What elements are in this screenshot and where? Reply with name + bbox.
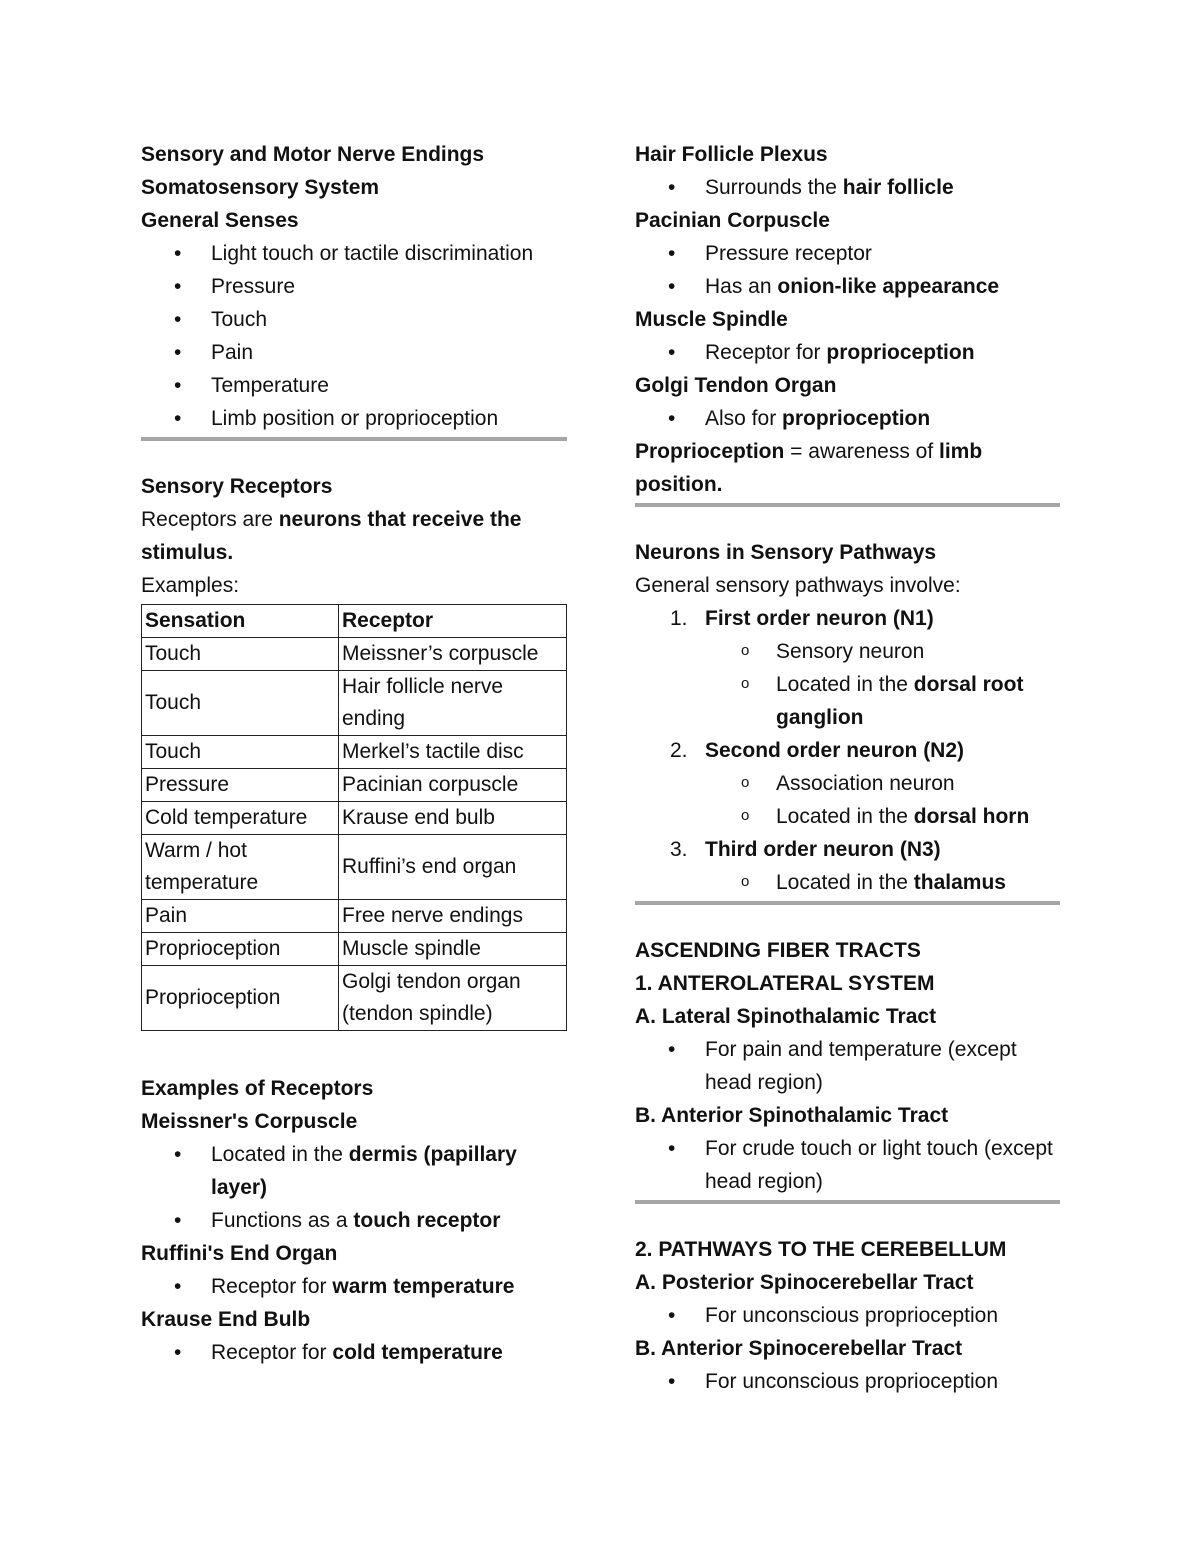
table-row <box>142 769 567 802</box>
examples-heading: Examples of Receptors <box>141 1077 374 1100</box>
receptor-cell: Pacinian corpuscle <box>339 769 567 802</box>
sensation-cell: Pain <box>142 900 339 933</box>
item-text: Also for <box>705 407 783 430</box>
sensation-cell: Cold temperature <box>142 802 339 835</box>
item-emphasis: thalamus <box>913 871 1006 894</box>
general-senses-heading: General Senses <box>141 209 299 232</box>
intro-emphasis: neurons that receive the stimulus. <box>141 508 522 564</box>
table-row <box>142 933 567 966</box>
sensation-cell: Warm / hot temperature <box>142 835 339 900</box>
receptor-cell: Krause end bulb <box>339 802 567 835</box>
list-item <box>635 402 1060 435</box>
sub-item <box>635 866 1060 899</box>
item-emphasis: cold temperature <box>332 1341 503 1364</box>
item-emphasis: onion-like appearance <box>777 275 1000 298</box>
item-text: Located in the <box>776 805 914 828</box>
receptor-cell: Free nerve endings <box>339 900 567 933</box>
ascending-heading: ASCENDING FIBER TRACTS <box>635 939 921 962</box>
receptor-cell: Hair follicle nerve ending <box>339 671 567 736</box>
sensation-cell: Touch <box>142 736 339 769</box>
section-divider <box>141 437 567 441</box>
intro-text: Receptors are <box>141 508 279 531</box>
item-text: Located in the <box>776 871 914 894</box>
krause-heading: Krause End Bulb <box>141 1308 311 1331</box>
left-column <box>141 138 567 1369</box>
pacinian-heading: Pacinian Corpuscle <box>635 209 830 232</box>
anterior-spinothalamic-heading: B. Anterior Spinothalamic Tract <box>635 1104 949 1127</box>
cerebellum-heading: 2. PATHWAYS TO THE CEREBELLUM <box>635 1238 1007 1261</box>
list-item <box>141 1204 567 1237</box>
posterior-spinocerebellar-heading: A. Posterior Spinocerebellar Tract <box>635 1271 974 1294</box>
receptor-cell: Meissner’s corpuscle <box>339 638 567 671</box>
sensation-cell: Pressure <box>142 769 339 802</box>
item-emphasis: proprioception <box>826 341 975 364</box>
list-item: • For unconscious proprioception <box>635 1299 1060 1332</box>
item-text: Located in the <box>211 1143 349 1166</box>
examples-label: Examples: <box>141 574 240 597</box>
definition-term: Proprioception <box>635 440 785 463</box>
table-row <box>142 900 567 933</box>
item-emphasis: proprioception <box>782 407 931 430</box>
receptor-cell: Muscle spindle <box>339 933 567 966</box>
table-row <box>142 638 567 671</box>
definition-text: = awareness of <box>784 440 940 463</box>
sensation-cell: Proprioception <box>142 966 339 1031</box>
receptor-cell: Golgi tendon organ (tendon spindle) <box>339 966 567 1031</box>
list-item <box>141 1138 567 1204</box>
right-column <box>635 138 1060 1398</box>
item-text: Receptor for <box>705 341 827 364</box>
proprioception-definition <box>635 435 1060 501</box>
item-number: 1. <box>670 607 688 630</box>
list-item: • Touch <box>141 303 567 336</box>
section-divider <box>635 1200 1060 1204</box>
neurons-intro: General sensory pathways involve: <box>635 574 961 597</box>
table-row <box>142 736 567 769</box>
lateral-spinothalamic-heading: A. Lateral Spinothalamic Tract <box>635 1005 937 1028</box>
ruffini-heading: Ruffini's End Organ <box>141 1242 338 1265</box>
neurons-heading: Neurons in Sensory Pathways <box>635 541 937 564</box>
definition-emphasis: limb position. <box>635 440 983 496</box>
item-label: Third order neuron (N3) <box>705 838 941 861</box>
sensory-receptors-heading: Sensory Receptors <box>141 475 333 498</box>
list-item: • For unconscious proprioception <box>635 1365 1060 1398</box>
numbered-item <box>635 734 1060 767</box>
item-text: Has an <box>705 275 778 298</box>
item-emphasis: dermis (papillary layer) <box>211 1143 517 1199</box>
list-item: • For pain and temperature (except head region) <box>635 1033 1060 1099</box>
receptor-cell: Merkel’s tactile disc <box>339 736 567 769</box>
section-divider <box>635 503 1060 507</box>
item-text: Functions as a <box>211 1209 354 1232</box>
list-item: • Pressure receptor <box>635 237 1060 270</box>
list-item: • Pressure <box>141 270 567 303</box>
section-subtitle: Somatosensory System <box>141 176 380 199</box>
list-item <box>635 336 1060 369</box>
item-emphasis: hair follicle <box>842 176 954 199</box>
column-header-receptor: Receptor <box>339 605 567 638</box>
column-header-sensation: Sensation <box>142 605 339 638</box>
anterior-spinocerebellar-heading: B. Anterior Spinocerebellar Tract <box>635 1337 963 1360</box>
item-text: Receptor for <box>211 1341 333 1364</box>
list-item <box>635 171 1060 204</box>
list-item: • For crude touch or light touch (except head region) <box>635 1132 1060 1198</box>
table-row <box>142 835 567 900</box>
sub-item: o Association neuron <box>635 767 1060 800</box>
sub-item: o Sensory neuron <box>635 635 1060 668</box>
muscle-spindle-heading: Muscle Spindle <box>635 308 788 331</box>
list-item: • Light touch or tactile discrimination <box>141 237 567 270</box>
item-text: Surrounds the <box>705 176 843 199</box>
spacer <box>141 1031 567 1072</box>
list-item: • Temperature <box>141 369 567 402</box>
sensation-cell: Touch <box>142 638 339 671</box>
item-emphasis: warm temperature <box>332 1275 515 1298</box>
item-number: 3. <box>670 838 688 861</box>
sub-item <box>635 668 1060 734</box>
golgi-heading: Golgi Tendon Organ <box>635 374 837 397</box>
table-row <box>142 671 567 736</box>
numbered-item <box>635 602 1060 635</box>
item-emphasis: dorsal root ganglion <box>776 673 1024 729</box>
sensation-cell: Proprioception <box>142 933 339 966</box>
sub-item <box>635 800 1060 833</box>
meissner-heading: Meissner's Corpuscle <box>141 1110 358 1133</box>
item-text: Receptor for <box>211 1275 333 1298</box>
item-emphasis: touch receptor <box>353 1209 501 1232</box>
list-item <box>141 1270 567 1303</box>
numbered-item <box>635 833 1060 866</box>
list-item <box>141 1336 567 1369</box>
anterolateral-heading: 1. ANTEROLATERAL SYSTEM <box>635 972 935 995</box>
section-divider <box>635 901 1060 905</box>
receptor-cell: Ruffini’s end organ <box>339 835 567 900</box>
list-item: • Limb position or proprioception <box>141 402 567 435</box>
list-item <box>635 270 1060 303</box>
document-title: Sensory and Motor Nerve Endings <box>141 143 485 166</box>
item-emphasis: dorsal horn <box>913 805 1030 828</box>
table-row <box>142 966 567 1031</box>
item-label: Second order neuron (N2) <box>705 739 965 762</box>
hair-follicle-heading: Hair Follicle Plexus <box>635 143 828 166</box>
receptors-intro <box>141 503 567 569</box>
table-header-row <box>142 605 567 638</box>
list-item: • Pain <box>141 336 567 369</box>
item-label: First order neuron (N1) <box>705 607 934 630</box>
item-number: 2. <box>670 739 688 762</box>
sensation-cell: Touch <box>142 671 339 736</box>
receptor-table <box>141 604 567 1031</box>
item-text: Located in the <box>776 673 914 696</box>
table-row <box>142 802 567 835</box>
